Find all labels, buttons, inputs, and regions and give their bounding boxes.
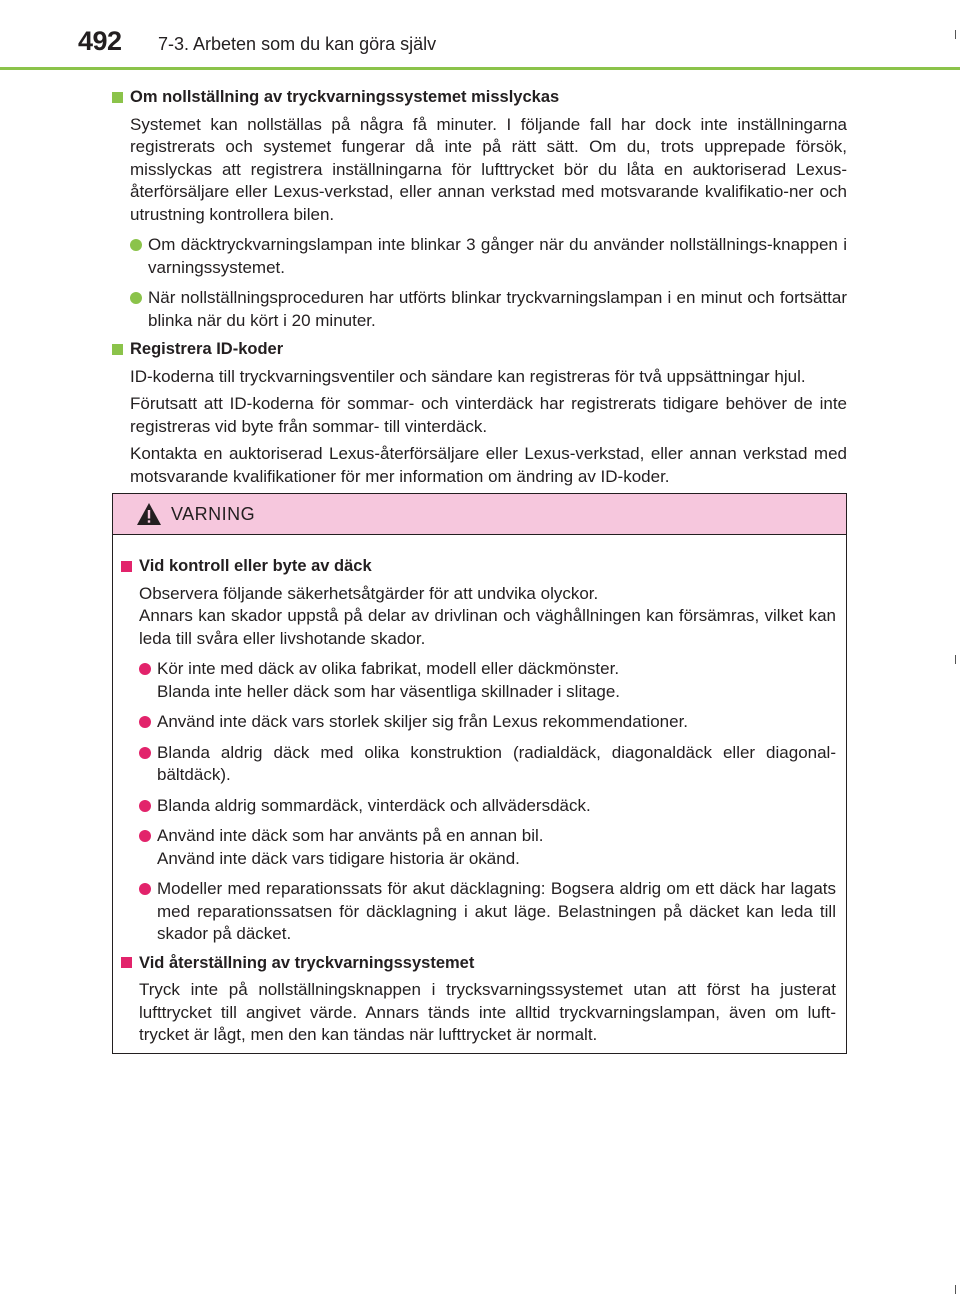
section-heading: Registrera ID-koder [112,338,847,361]
list-item: Blanda aldrig däck med olika konstruktion (radialdäck, diagonaldäck eller diagonal-bältdäck). [139,742,836,787]
list-item: Använd inte däck som har använts på en annan bil. Använd inte däck vars tidigare historia är okänd. [139,825,836,870]
page-header [0,0,960,70]
section-title: 7-3. Arbeten som du kan göra själv [158,34,437,54]
section-heading: Om nollställning av tryckvarningssystemet misslyckas [112,86,847,109]
bullet-dot-icon [139,663,151,675]
list-item: Modeller med reparationssats för akut däcklagning: Bogsera aldrig om ett däck har lagats med reparationssatsen för däcklagning i akut läge. Belastningen på däcket kan leda till skador på däcket. [139,878,836,946]
warning-triangle-icon [136,502,162,526]
paragraph: Förutsatt att ID-koderna för sommar- och vinterdäck har registrerats tidigare behöver de inte registreras vid byte från sommar- till vinterdäck. [130,394,847,436]
bullet-dot-icon [139,883,151,895]
warning-header [113,494,846,535]
paragraph: ID-koderna till tryckvarningsventiler och sändare kan registreras för två uppsättningar hjul. [130,366,806,386]
warning-section-heading: Vid återställning av tryckvarningssystemet [121,952,836,975]
warning-intro: Tryck inte på nollställningsknappen i trycksvarningssystemet utan att först ha justerat lufttrycket till angivet värde. Annars tänds inte alltid tryckvarningslampan, även om luft-trycket är lågt, men den kan tändas när lufttrycket är normalt. [139,980,836,1044]
trim-mark [955,655,956,664]
list-item: Kör inte med däck av olika fabrikat, modell eller däckmönster. Blanda inte heller däck som har väsentliga skillnader i slitage. [139,658,836,703]
bullet-dot-icon [130,292,142,304]
list-item: När nollställningsproceduren har utförts blinkar tryckvarningslampan i en minut och fortsättar blinka när du kört i 20 minuter. [130,287,847,332]
bullet-dot-icon [139,716,151,728]
page-number: 492 [78,26,122,56]
trim-mark [955,1285,956,1294]
warning-body [113,535,846,1047]
paragraph: Systemet kan nollställas på några få minuter. I följande fall har dock inte inställningarna registrerats och systemet fungerar då inte på rätt sätt. Om du, trots upprepade försök, misslyckas att registrera inställningarna för lufttrycket bör du låta en auktoriserad Lexus-återförsäljare eller Lexus-verkstad, eller annan verkstad med motsvarande kvalifikatio-ner och utrustning kontrollera bilen. [130,114,847,224]
main-content [112,82,847,488]
bullet-dot-icon [130,239,142,251]
square-bullet-icon [112,92,123,103]
warning-intro: Observera följande säkerhetsåtgärder för att undvika olyckor. Annars kan skador uppstå på delar av drivlinan och väghållningen kan försämras, vilket kan leda till svåra eller livshotande skador. [139,583,836,648]
warning-box [112,493,847,1054]
bullet-dot-icon [139,830,151,842]
header-rule [0,67,960,70]
square-bullet-icon [112,344,123,355]
list-item: Använd inte däck vars storlek skiljer sig från Lexus rekommendationer. [139,711,836,734]
bullet-dot-icon [139,800,151,812]
square-bullet-icon [121,957,132,968]
paragraph: Kontakta en auktoriserad Lexus-återförsäljare eller Lexus-verkstad, eller annan verkstad med motsvarande kvalifikationer för mer information om ändring av ID-koder. [130,444,847,486]
bullet-dot-icon [139,747,151,759]
list-item: Blanda aldrig sommardäck, vinterdäck och allvädersdäck. [139,795,836,818]
trim-mark [955,30,956,39]
warning-title: VARNING [171,503,256,524]
warning-section-heading: Vid kontroll eller byte av däck [121,555,836,578]
square-bullet-icon [121,561,132,572]
list-item: Om däcktryckvarningslampan inte blinkar 3 gånger när du använder nollställnings-knappen i varningssystemet. [130,234,847,279]
